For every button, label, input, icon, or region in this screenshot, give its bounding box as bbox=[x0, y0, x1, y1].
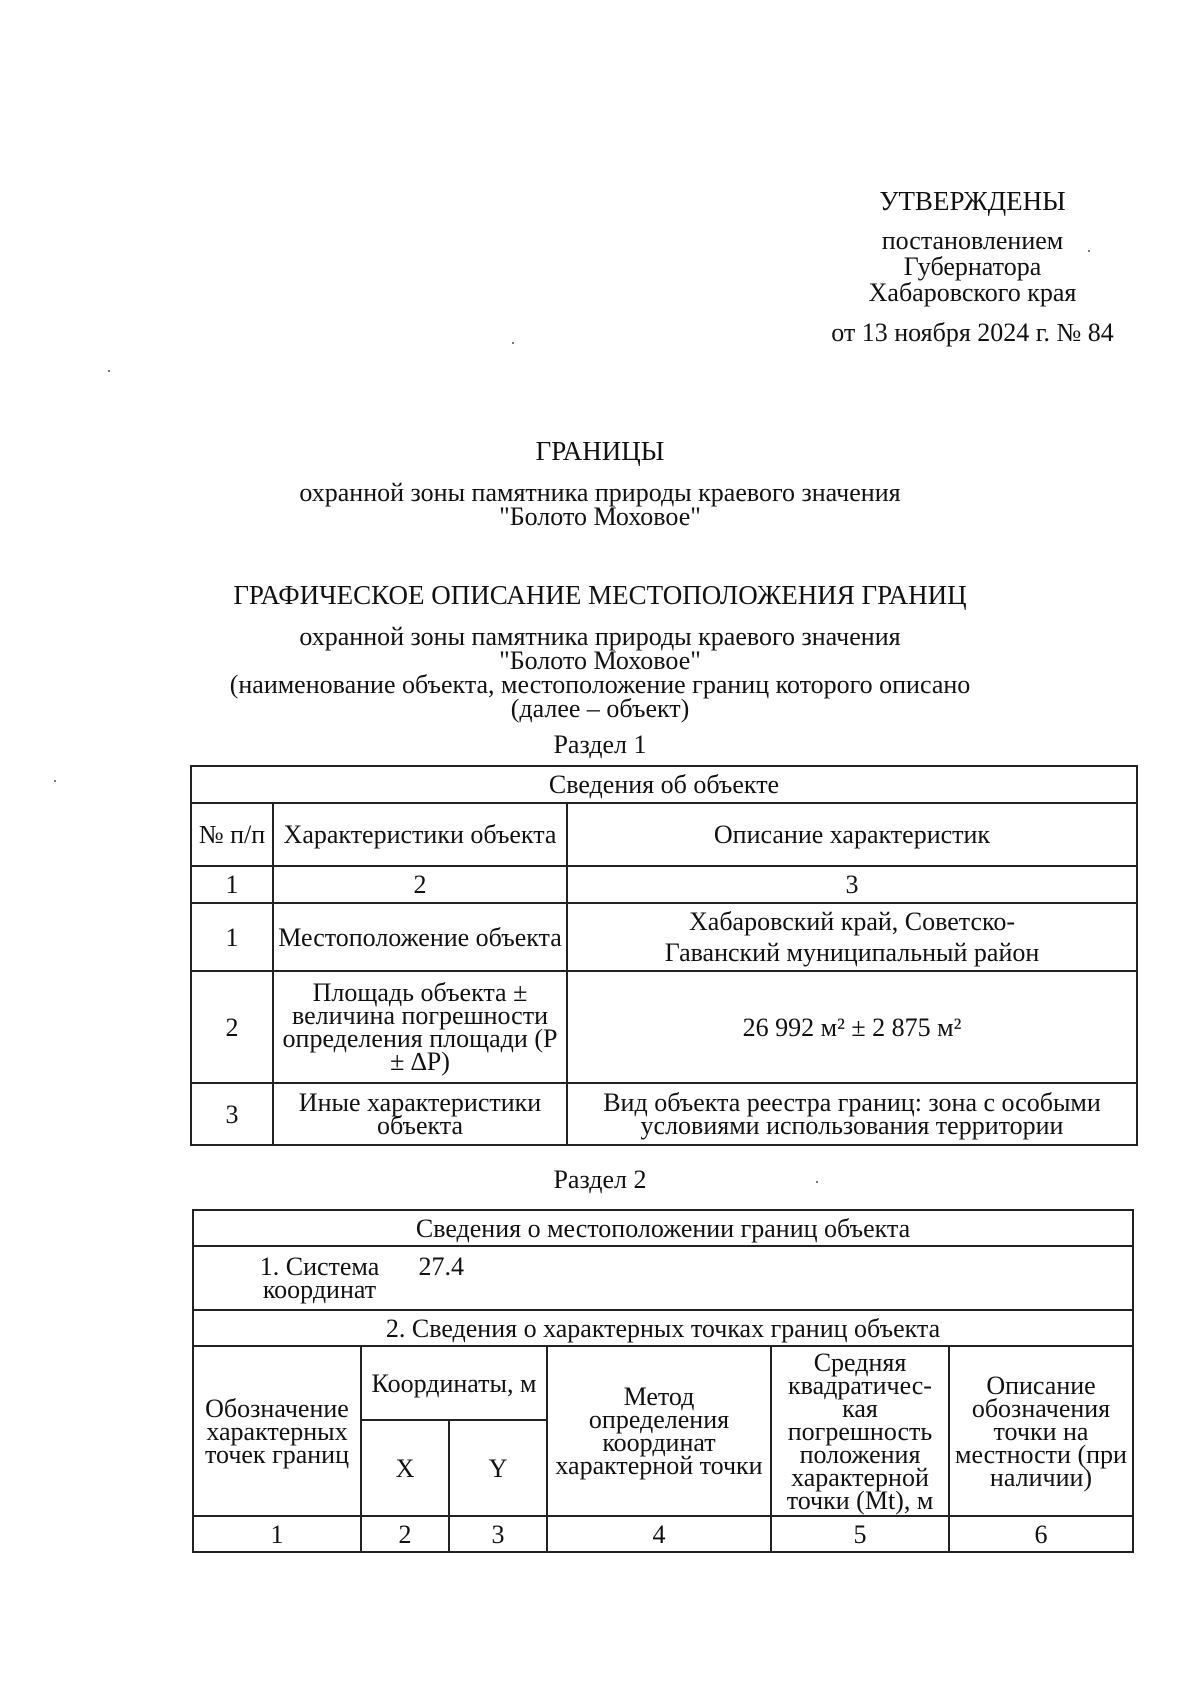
approval-title: УТВЕРЖДЕНЫ bbox=[879, 186, 1066, 216]
table2-col-number-5: 5 bbox=[771, 1516, 949, 1552]
table1-header-description: Описание характеристик bbox=[567, 803, 1137, 866]
boundary-location-table bbox=[192, 1209, 1134, 1553]
graphic-line-2: "Болото Моховое" bbox=[499, 646, 701, 675]
row-description: Вид объекта реестра границ: зона с особыми условиями использования территории bbox=[567, 1083, 1137, 1145]
heading-line-1: охранной зоны памятника природы краевого значения bbox=[299, 478, 901, 507]
header-designation: Обозначение характерных точек границ bbox=[193, 1346, 361, 1516]
header-y: Y bbox=[449, 1420, 547, 1516]
table-row bbox=[191, 903, 1137, 971]
header-x: X bbox=[361, 1420, 449, 1516]
section2-label: Раздел 2 bbox=[553, 1165, 647, 1194]
row-description bbox=[567, 903, 1137, 971]
row-characteristic: Местоположение объекта bbox=[273, 903, 567, 971]
scan-speck bbox=[1088, 250, 1090, 252]
approval-line-3: Хабаровского края bbox=[868, 278, 1077, 307]
scan-speck bbox=[512, 342, 514, 344]
table1-header-number: № п/п bbox=[191, 803, 273, 866]
table1-col-number-2: 2 bbox=[273, 866, 567, 903]
points-title: 2. Сведения о характерных точках границ объекта bbox=[193, 1310, 1133, 1346]
approval-date: от 13 ноября 2024 г. № 84 bbox=[831, 318, 1114, 347]
row-description-line-1: Хабаровский край, Советско- bbox=[689, 907, 1015, 936]
table1-header-characteristics: Характеристики объекта bbox=[273, 803, 567, 866]
row-characteristic: Иные характеристики объекта bbox=[273, 1083, 567, 1145]
table1-col-number-3: 3 bbox=[567, 866, 1137, 903]
heading-title: ГРАНИЦЫ bbox=[535, 436, 665, 466]
coord-system-value: 27.4 bbox=[418, 1252, 464, 1281]
table2-title: Сведения о местоположении границ объекта bbox=[193, 1210, 1133, 1246]
coord-system-label: 1. Система координат bbox=[259, 1252, 380, 1304]
graphic-block bbox=[0, 580, 1200, 757]
section1-label: Раздел 1 bbox=[553, 730, 647, 759]
header-description: Описание обозначения точки на местности (при наличии) bbox=[949, 1346, 1133, 1516]
header-method: Метод определения координат характерной точки bbox=[547, 1346, 771, 1516]
approval-line-2: Губернатора bbox=[903, 252, 1042, 281]
table2-col-number-4: 4 bbox=[547, 1516, 771, 1552]
graphic-title: ГРАФИЧЕСКОЕ ОПИСАНИЕ МЕСТОПОЛОЖЕНИЯ ГРАНИЦ bbox=[233, 580, 967, 610]
graphic-line-3: (наименование объекта, местоположение границ которого описано bbox=[229, 670, 971, 699]
approval-line-1: постановлением bbox=[881, 226, 1064, 255]
header-coords: Координаты, м bbox=[361, 1346, 547, 1420]
table2-col-number-6: 6 bbox=[949, 1516, 1133, 1552]
object-info-table bbox=[190, 765, 1138, 1146]
row-description-line-2: Гаванский муниципальный район bbox=[664, 938, 1040, 967]
table-row bbox=[191, 1083, 1137, 1145]
table1-col-number-1: 1 bbox=[191, 866, 273, 903]
approval-block bbox=[800, 188, 1145, 346]
heading-line-2: "Болото Моховое" bbox=[499, 502, 701, 531]
header-error: Средняя квадратичес-кая погрешность положения характерной точки (Mt), м bbox=[771, 1346, 949, 1516]
row-number: 1 bbox=[191, 903, 273, 971]
table2-col-number-3: 3 bbox=[449, 1516, 547, 1552]
graphic-line-4: (далее – объект) bbox=[510, 694, 690, 723]
row-number: 2 bbox=[191, 971, 273, 1083]
row-characteristic: Площадь объекта ± величина погрешности определения площади (Р ± ∆Р) bbox=[273, 971, 567, 1083]
table2-col-number-2: 2 bbox=[361, 1516, 449, 1552]
coord-system-cell bbox=[193, 1246, 1133, 1310]
table1-title: Сведения об объекте bbox=[191, 766, 1137, 803]
table2-col-number-1: 1 bbox=[193, 1516, 361, 1552]
heading-block bbox=[0, 436, 1200, 529]
row-description: 26 992 м² ± 2 875 м² bbox=[567, 971, 1137, 1083]
scan-speck bbox=[816, 1181, 818, 1183]
scan-speck bbox=[108, 370, 110, 372]
scan-speck bbox=[54, 780, 56, 782]
graphic-line-1: охранной зоны памятника природы краевого значения bbox=[299, 622, 901, 651]
row-number: 3 bbox=[191, 1083, 273, 1145]
table-row bbox=[191, 971, 1137, 1083]
